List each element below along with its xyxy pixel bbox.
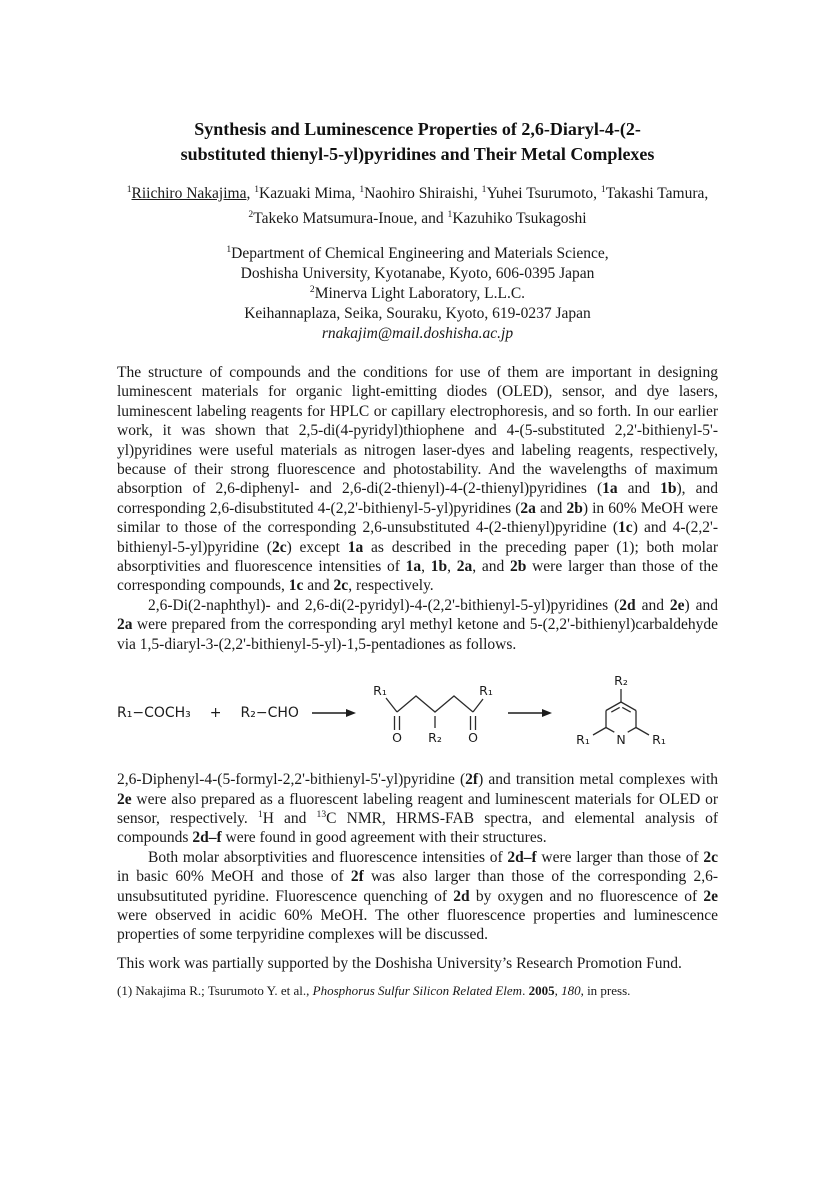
oxygen-label: O — [468, 730, 478, 746]
paragraph-acknowledgment: This work was partially supported by the Doshisha University’s Research Promotion Fund. — [117, 954, 682, 972]
title-line-1: Synthesis and Luminescence Properties of 2,6-Diaryl-4-(2- — [194, 119, 641, 139]
reaction-arrow-icon — [312, 707, 356, 719]
pentadione-skeleton — [386, 696, 483, 730]
r1-label: R₁ — [373, 683, 387, 699]
r1-label: R₁ — [576, 732, 590, 748]
plus-sign: + — [209, 705, 222, 722]
contact-email: rnakajim@mail.doshisha.ac.jp — [321, 325, 514, 342]
title-line-2: substituted thienyl-5-yl)pyridines and Their Metal Complexes — [180, 144, 655, 164]
r1-label: R₁ — [652, 732, 666, 748]
r1-label: R₁ — [479, 683, 493, 699]
abstract-page — [117, 117, 718, 999]
nitrogen-label: N — [616, 732, 626, 748]
oxygen-label: O — [392, 730, 402, 746]
reaction-arrow-icon — [508, 707, 552, 719]
affiliation-line-1: $^1$Department of Chemical Engineering and Materials Science, — [226, 243, 609, 262]
affiliation-block — [117, 244, 718, 344]
author-list: $^1$Riichiro Nakajima, $^1$Kazuaki Mima, $^1$Naohiro Shiraishi, $^1$Yuhei Tsurumoto, $^1$Takashi Tamura, $^2$Takeko Matsumura-Inoue, and $^1$Kazuhiko Tsukagoshi — [126, 183, 709, 227]
pentadione-structure — [369, 681, 495, 745]
reactant-aldehyde-formula: R₂−CHO — [240, 705, 299, 722]
r2-label: R₂ — [428, 730, 442, 746]
paragraph-characterization: 2,6-Diphenyl-4-(5-formyl-2,2'-bithienyl-5'-yl)pyridine (2f) and transition metal complexes with 2e were also prepared as a fluorescent labeling reagent and luminescent materials for OLED or sensor, respectively. $^1$H and $^{13}$C NMR, HRMS-FAB spectra, and elemental analysis of compounds 2d–f were found in good agreement with their structures. — [117, 771, 718, 847]
paragraph-synthesis: 2,6-Di(2-naphthyl)- and 2,6-di(2-pyridyl)-4-(2,2'-bithienyl-5-yl)pyridines (2d and 2e) and 2a were prepared from the corresponding aryl methyl ketone and 5-(2,2'-bithienyl)carbaldehyde via 1,5-diaryl-3-(2,2'-bithienyl-5-yl)-1,5-pentadiones as follows. — [117, 596, 719, 653]
page-title — [117, 117, 718, 167]
reactant-ketone-formula: R₁−COCH₃ — [117, 705, 191, 722]
affiliation-line-2: Doshisha University, Kyotanabe, Kyoto, 606-0395 Japan — [240, 265, 595, 282]
reference-entry: (1) Nakajima R.; Tsurumoto Y. et al., Phosphorus Sulfur Silicon Related Elem. 2005, 180, in press. — [117, 983, 631, 999]
paragraph-results: Both molar absorptivities and fluorescence intensities of 2d–f were larger than those of 2c in basic 60% MeOH and those of 2f was also larger than those of the corresponding 2,6-unsubsutituted pyridine. Fluorescence quenching of 2d by oxygen and no fluorescence of 2e were observed in acidic 60% MeOH. The other fluorescence properties and luminescence properties of some terpyridine complexes will be discussed. — [117, 848, 718, 944]
affiliation-line-3: $^2$Minerva Light Laboratory, L.L.C. — [309, 283, 526, 302]
reaction-scheme — [117, 667, 718, 759]
paragraph-intro: The structure of compounds and the conditions for use of them are important in designing luminescent materials for organic light-emitting diodes (OLED), sensor, and dye lasers, luminescent labeling reagents for HPLC or capillary electrophoresis, and so forth. In our earlier work, it was shown that 2,5-di(4-pyridyl)thiophene and 4-(5-substituted 2,2'-bithienyl-5'-yl)pyridines were useful materials as nitrogen laser-dyes and labeling reagents, respectively, because of their strong fluorescence and photostability. And the wavelengths of maximum absorption of 2,6-diphenyl- and 2,6-di(2-thienyl)-4-(2-thienyl)pyridines (1a and 1b), and corresponding 2,6-disubstituted 4-(2,2'-bithienyl-5-yl)pyridines (2a and 2b) in 60% MeOH were similar to those of the corresponding 2,6-unsubstituted 4-(2-thienyl)pyridine (1c) and 4-(2,2'-bithienyl-5-yl)pyridine (2c) except 1a as described in the preceding paper (1); both molar absorptivities and fluorescence intensities of 1a, 1b, 2a, and 2b were larger than those of the corresponding compounds, 1c and 2c, respectively. — [117, 364, 719, 595]
affiliation-line-4: Keihannaplaza, Seika, Souraku, Kyoto, 619-0237 Japan — [244, 305, 591, 322]
pyridine-structure — [565, 673, 669, 753]
pyridine-ring-skeleton — [593, 689, 649, 735]
r2-label: R₂ — [614, 673, 628, 689]
